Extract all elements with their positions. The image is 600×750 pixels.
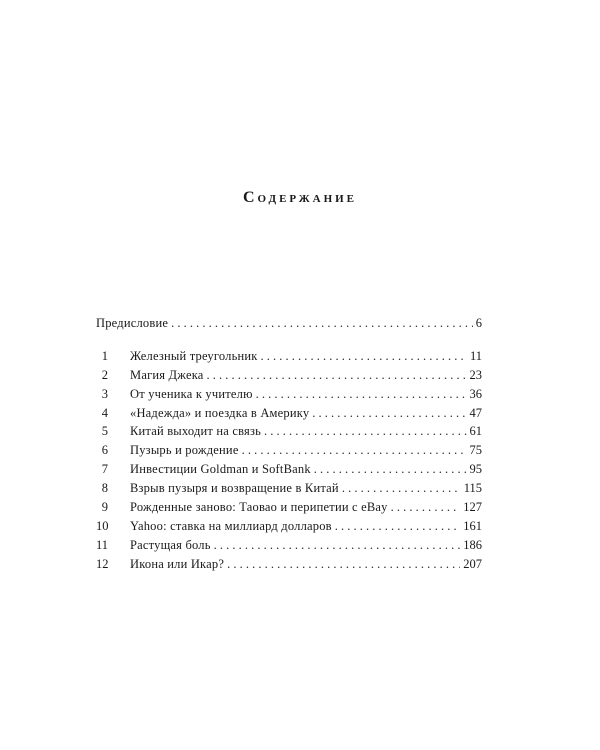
dot-leader [256, 385, 467, 404]
toc-entry-label: Магия Джека [130, 367, 204, 382]
dot-leader [227, 555, 460, 574]
toc-entry [96, 441, 482, 460]
dot-leader [342, 479, 461, 498]
toc-entry-page: 95 [469, 462, 482, 477]
chapter-number: 1 [101, 348, 108, 363]
chapter-number: 8 [101, 481, 108, 496]
toc-entry-page: 115 [463, 481, 482, 496]
toc-entry-label: От ученика к учителю [130, 386, 253, 401]
toc-entry-label: «Надежда» и поездка в Америку [130, 405, 310, 420]
dot-leader [264, 422, 466, 441]
chapter-number: 4 [101, 405, 108, 420]
toc-entry-label: Растущая боль [130, 537, 211, 552]
toc-entry-label: Китай выходит на связь [130, 424, 262, 439]
toc-entry-label: Икона или Икар? [130, 556, 225, 571]
toc-entry-page: 61 [469, 424, 482, 439]
toc-entry [96, 366, 482, 385]
toc-entry-page: 127 [463, 500, 482, 515]
toc-entry-label: Взрыв пузыря и возвращение в Китай [130, 481, 339, 496]
toc-entry-page: 161 [463, 518, 482, 533]
dot-leader [207, 366, 467, 385]
dot-leader [314, 460, 467, 479]
chapter-number: 2 [101, 367, 108, 382]
dot-leader [171, 314, 473, 333]
dot-leader [214, 536, 461, 555]
toc-entry [96, 517, 482, 536]
toc-entry-label: Рожденные заново: Таовао и перипетии с eBay [130, 500, 388, 515]
toc-entry-label: Предисловие [96, 316, 169, 330]
chapter-number: 5 [101, 424, 108, 439]
toc-entry-page: 47 [469, 405, 482, 420]
dot-leader [261, 347, 467, 366]
toc-entry-page: 186 [463, 537, 482, 552]
chapter-number: 3 [101, 386, 108, 401]
toc-entry-preface [96, 314, 482, 333]
chapter-number: 12 [96, 556, 109, 571]
toc-entry [96, 404, 482, 423]
chapter-number: 11 [96, 537, 109, 552]
chapter-number: 7 [101, 462, 108, 477]
toc-entry [96, 555, 482, 574]
toc-entry-page: 207 [463, 556, 482, 571]
toc-entry-page: 23 [469, 367, 482, 382]
toc-entry [96, 460, 482, 479]
toc-entry [96, 498, 482, 517]
chapter-number: 10 [96, 518, 109, 533]
toc-entry-label: Инвестиции Goldman и SoftBank [130, 462, 311, 477]
toc-entry-page: 75 [469, 443, 482, 458]
dot-leader [391, 498, 461, 517]
toc-entry [96, 347, 482, 366]
chapter-number: 6 [101, 443, 108, 458]
toc-entry-page: 11 [469, 348, 482, 363]
toc-entry-label: Железный треугольник [130, 348, 258, 363]
dot-leader [312, 404, 466, 423]
dot-leader [335, 517, 460, 536]
toc-entry-label: Пузырь и рождение [130, 443, 239, 458]
chapter-number: 9 [101, 500, 108, 515]
table-of-contents [96, 314, 482, 574]
page-title: Содержание [242, 189, 358, 206]
toc-entry [96, 385, 482, 404]
toc-entry-page: 6 [475, 316, 482, 330]
toc-entry-page: 36 [469, 386, 482, 401]
toc-entry [96, 422, 482, 441]
toc-entry [96, 479, 482, 498]
toc-entry-label: Yahoo: ставка на миллиард долларов [130, 518, 332, 533]
toc-entry [96, 536, 482, 555]
dot-leader [242, 441, 467, 460]
